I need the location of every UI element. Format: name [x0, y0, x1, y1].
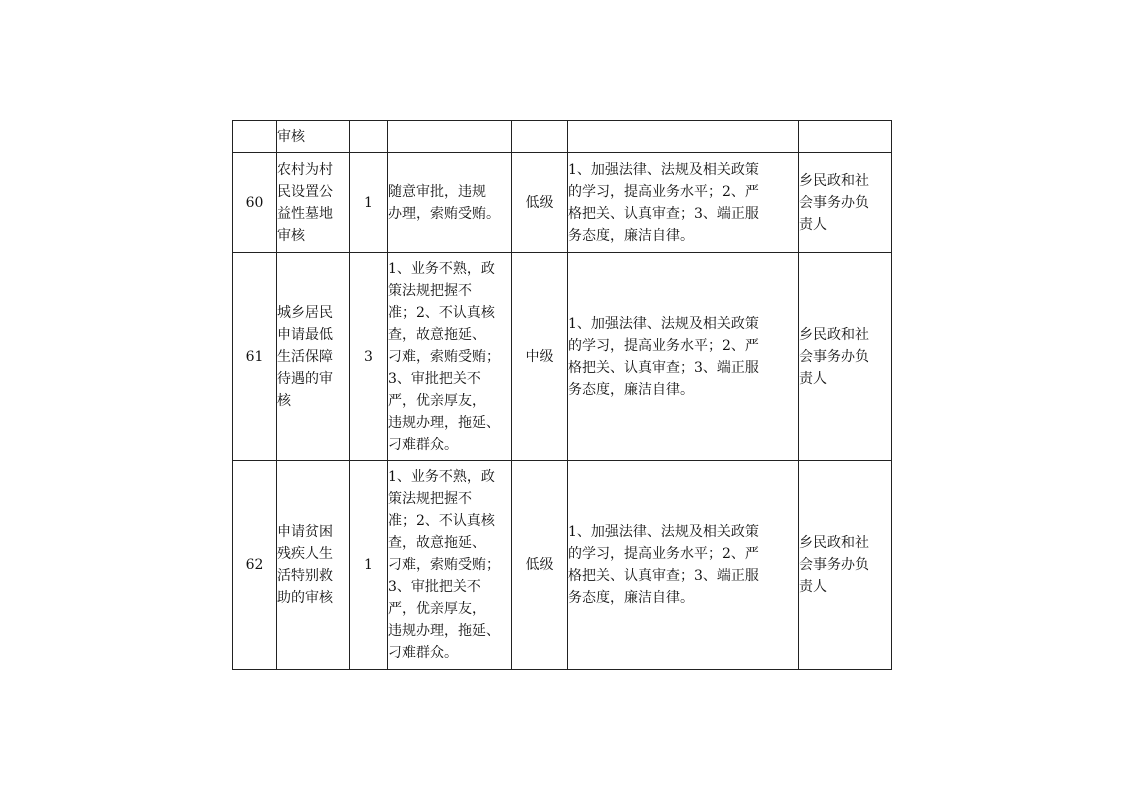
risk-level-cell	[512, 153, 568, 253]
item-number-cell	[233, 461, 277, 670]
risk-count: 3	[364, 348, 373, 365]
risk-level: 低级	[525, 194, 554, 211]
item-number: 61	[245, 348, 264, 365]
item-name: 城乡居民 申请最低 生活保障 待遇的审 核	[277, 304, 333, 409]
risk-count-cell	[350, 153, 388, 253]
item-name-cell	[277, 121, 350, 153]
risk-description: 1、业务不熟，政 策法规把握不 准；2、不认真核 查，故意拖延、 刁难，索贿受贿； 3、审批把关不 严，优亲厚友， 违规办理，拖延、 刁难群众。	[388, 260, 500, 453]
item-name: 农村为村 民设置公 益性墓地 审核	[277, 161, 333, 244]
risk-count: 1	[364, 194, 373, 211]
risk-level-cell	[512, 461, 568, 670]
responsible-person: 乡民政和社 会事务办负 责人	[799, 172, 869, 233]
item-number-cell	[233, 153, 277, 253]
item-name: 申请贫困 残疾人生 活特别救 助的审核	[277, 524, 333, 606]
responsible-person-cell	[799, 153, 892, 253]
responsible-person-cell	[799, 121, 892, 153]
prevention-measures: 1、加强法律、法规及相关政策 的学习，提高业务水平；2、严 格把关、认真审查；3、端正服 务态度，廉洁自律。	[568, 161, 759, 244]
risk-count: 1	[364, 557, 373, 573]
risk-description: 随意审批，违规 办理，索贿受贿。	[388, 183, 500, 222]
risk-count-cell	[350, 121, 388, 153]
risk-description-cell	[388, 253, 512, 461]
responsible-person-cell	[799, 461, 892, 670]
prevention-measures-cell	[568, 121, 799, 153]
prevention-measures: 1、加强法律、法规及相关政策 的学习，提高业务水平；2、严 格把关、认真审查；3、端正服 务态度，廉洁自律。	[568, 524, 759, 606]
risk-count-cell	[350, 253, 388, 461]
risk-description-cell	[388, 153, 512, 253]
item-number: 62	[245, 557, 264, 573]
prevention-measures-cell	[568, 253, 799, 461]
table-row-60	[233, 153, 892, 253]
risk-description-cell	[388, 461, 512, 670]
item-number-cell	[233, 121, 277, 153]
item-name: 审核	[277, 128, 305, 145]
item-name-cell	[277, 153, 350, 253]
risk-level: 低级	[525, 557, 554, 573]
prevention-measures: 1、加强法律、法规及相关政策 的学习，提高业务水平；2、严 格把关、认真审查；3、端正服 务态度，廉洁自律。	[568, 315, 759, 398]
item-number: 60	[245, 194, 264, 211]
risk-level-cell	[512, 121, 568, 153]
item-name-cell	[277, 253, 350, 461]
table-row-continuation	[233, 121, 892, 153]
item-number-cell	[233, 253, 277, 461]
risk-description: 1、业务不熟，政 策法规把握不 准；2、不认真核 查，故意拖延、 刁难，索贿受贿； 3、审批把关不 严，优亲厚友， 违规办理，拖延、 刁难群众。	[388, 469, 500, 661]
table-row-62	[233, 461, 892, 670]
risk-level: 中级	[525, 348, 554, 365]
item-name-cell	[277, 461, 350, 670]
table-row-61	[233, 253, 892, 461]
risk-count-cell	[350, 461, 388, 670]
prevention-measures-cell	[568, 153, 799, 253]
risk-table	[232, 120, 892, 670]
prevention-measures-cell	[568, 461, 799, 670]
risk-level-cell	[512, 253, 568, 461]
responsible-person-cell	[799, 253, 892, 461]
risk-description-cell	[388, 121, 512, 153]
responsible-person: 乡民政和社 会事务办负 责人	[799, 535, 869, 595]
responsible-person: 乡民政和社 会事务办负 责人	[799, 326, 869, 387]
